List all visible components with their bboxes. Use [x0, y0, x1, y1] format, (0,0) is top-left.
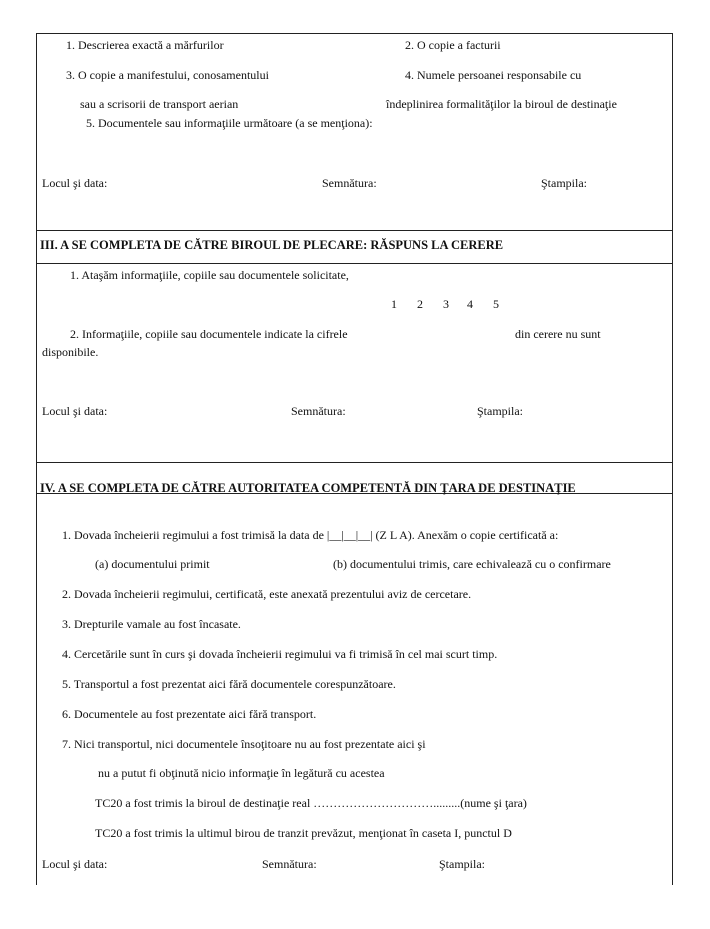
place-date-label: Locul şi data: — [42, 404, 108, 418]
item-invoice-copy: 2. O copie a facturii — [405, 38, 501, 52]
tc20-real-destination: TC20 a fost trimis la biroul de destinaţie real ………………………….........(nume şi ţara) — [95, 796, 527, 810]
item-attached-info: 1. Ataşăm informaţiile, copiile sau documentele solicitate, — [70, 268, 349, 282]
item-unavailable-info-cont: disponibile. — [42, 345, 99, 359]
item-unavailable-info: 2. Informaţiile, copiile sau documentele indicate la cifrele — [70, 327, 348, 341]
stamp-label: Ştampila: — [541, 176, 587, 190]
item-inquiries-ongoing: 4. Cercetările sunt în curs şi dovada încheierii regimului va fi trimisă în cel mai scurt timp. — [62, 647, 498, 661]
place-date-label: Locul şi data: — [42, 857, 108, 871]
item-responsible-person: 4. Numele persoanei responsabile cu — [405, 68, 582, 82]
item-no-information: nu a putut fi obţinută nicio informaţie în legătură cu acestea — [98, 766, 385, 780]
item-docs-without-goods: 6. Documentele au fost prezentate aici fără transport. — [62, 707, 317, 721]
option-document-received: (a) documentului primit — [95, 557, 210, 571]
option-document-sent: (b) documentului trimis, care echivalează cu o confirmare — [333, 557, 611, 571]
signature-label: Semnătura: — [291, 404, 346, 418]
item-proof-sent: 1. Dovada încheierii regimului a fost trimisă la data de |__|__|__| (Z L A). Anexăm o copie certificată a: — [62, 528, 559, 542]
item-exact-description: 1. Descrierea exactă a mărfurilor — [66, 38, 224, 52]
item-duties-collected: 3. Drepturile vamale au fost încasate. — [62, 617, 241, 631]
item-goods-without-docs: 5. Transportul a fost prezentat aici fără documentele corespunzătoare. — [62, 677, 396, 691]
item-formalities: îndeplinirea formalităţilor la biroul de destinaţie — [386, 97, 617, 111]
signature-label: Semnătura: — [262, 857, 317, 871]
tc20-last-transit: TC20 a fost trimis la ultimul birou de tranzit prevăzut, menţionat în caseta I, punctul D — [95, 826, 512, 840]
top-rule — [36, 33, 672, 34]
number-5: 5 — [493, 297, 499, 311]
signature-label: Semnătura: — [322, 176, 377, 190]
stamp-label: Ştampila: — [439, 857, 485, 871]
form-frame — [36, 33, 673, 885]
section-divider — [36, 462, 672, 463]
item-unavailable-info-end: din cerere nu sunt — [515, 327, 601, 341]
section-divider — [36, 230, 672, 231]
stamp-label: Ştampila: — [477, 404, 523, 418]
item-other-documents: 5. Documentele sau informaţiile următoare (a se menţiona): — [86, 116, 373, 130]
item-manifest-copy: 3. O copie a manifestului, conosamentului — [66, 68, 269, 82]
item-nothing-presented: 7. Nici transportul, nici documentele însoţitoare nu au fost prezentate aici şi — [62, 737, 426, 751]
number-4: 4 — [467, 297, 473, 311]
section-iii-title: III. A SE COMPLETA DE CĂTRE BIROUL DE PLECARE: RĂSPUNS LA CERERE — [40, 238, 504, 252]
number-3: 3 — [443, 297, 449, 311]
item-air-waybill: sau a scrisorii de transport aerian — [80, 97, 239, 111]
section-iv-title: IV. A SE COMPLETA DE CĂTRE AUTORITATEA COMPETENTĂ DIN ŢARA DE DESTINAŢIE — [40, 481, 576, 495]
number-2: 2 — [417, 297, 423, 311]
number-1: 1 — [391, 297, 397, 311]
place-date-label: Locul şi data: — [42, 176, 108, 190]
section-divider — [36, 263, 672, 264]
item-proof-attached: 2. Dovada încheierii regimului, certificată, este anexată prezentului aviz de cercetare. — [62, 587, 472, 601]
